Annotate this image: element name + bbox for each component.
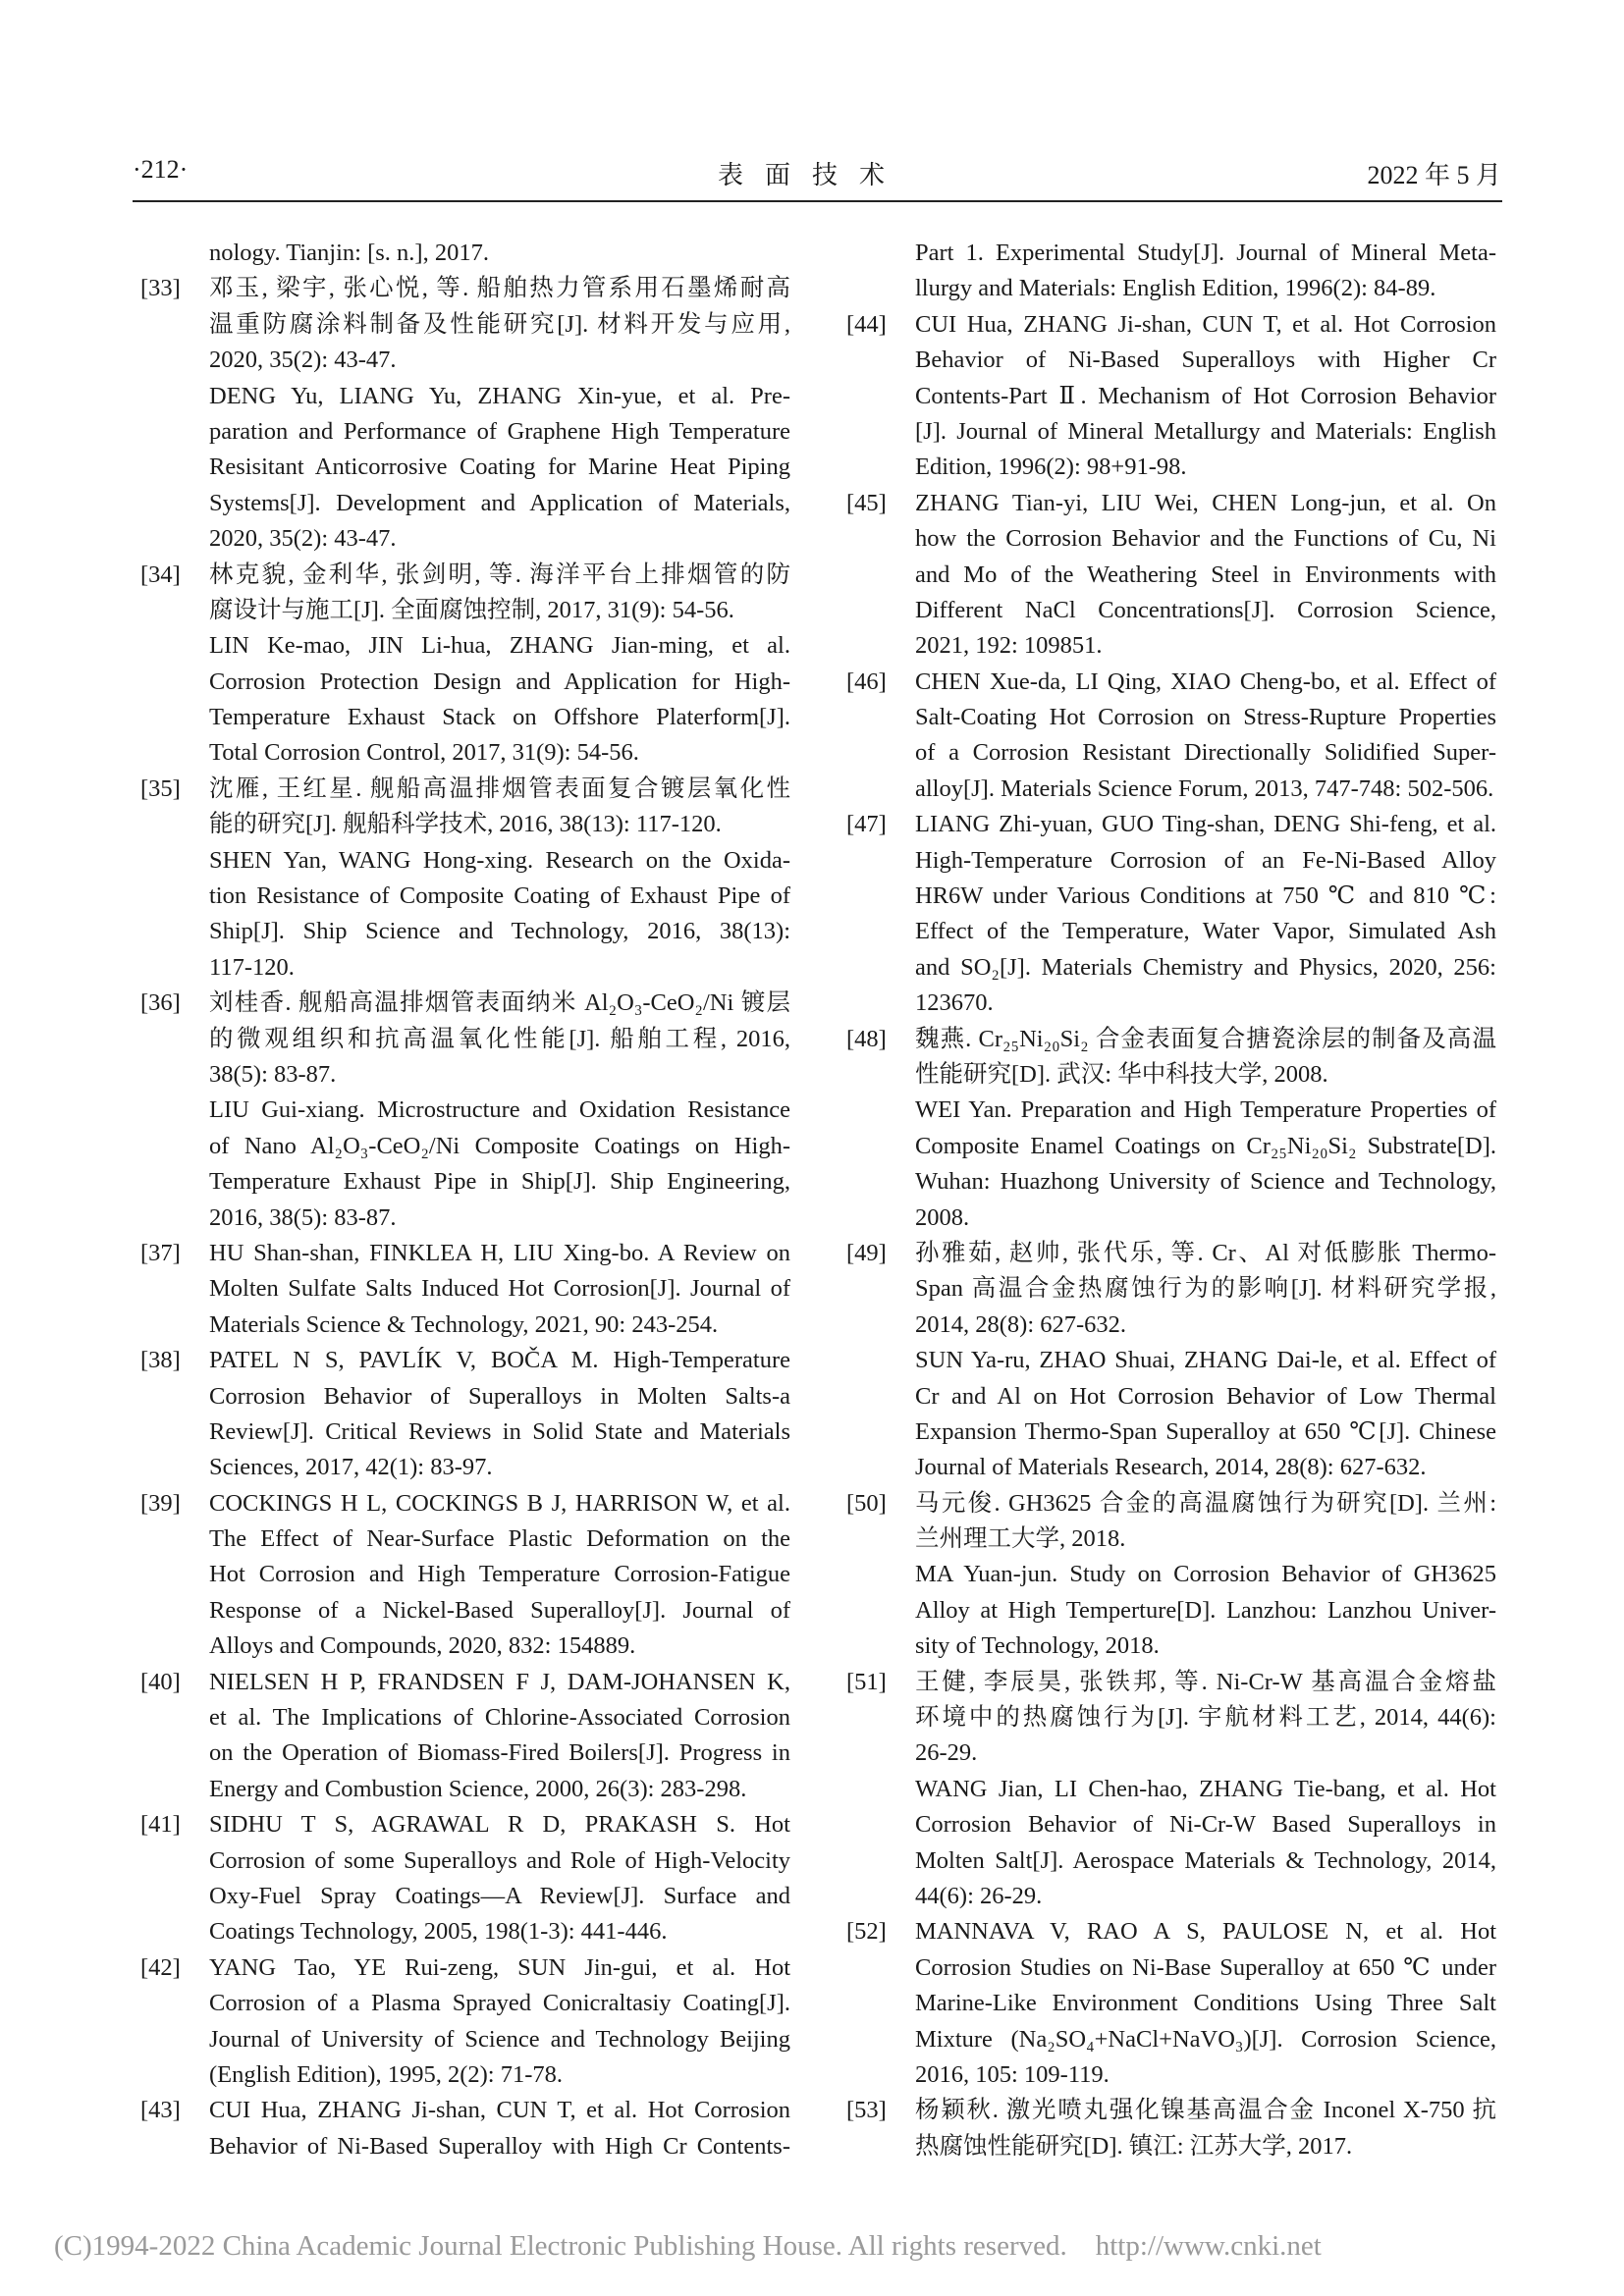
reference-text-line: Oxy-Fuel Spray Coatings—A Review[J]. Surface and	[209, 1882, 790, 1909]
reference-text-line: Corrosion Behavior of Ni-Cr-W Based Superalloys in	[915, 1811, 1496, 1839]
reference-text-line: 的微观组织和抗高温氧化性能[J]. 船舶工程, 2016,	[209, 1025, 790, 1052]
reference-text-line: Marine-Like Environment Conditions Using Three Salt	[915, 1990, 1496, 2017]
reference-text-line: LIN Ke-mao, JIN Li-hua, ZHANG Jian-ming, et al.	[209, 632, 790, 660]
reference-text-line: nology. Tianjin: [s. n.], 2017.	[209, 240, 489, 266]
reference-text-line: 2016, 38(5): 83-87.	[209, 1203, 397, 1231]
reference-text-line: Molten Salt[J]. Aerospace Materials & Technology, 2014,	[915, 1846, 1496, 1874]
reference-text-line: Composite Enamel Coatings on Cr₂₅Ni₂₀Si₂ Substrate[D].	[915, 1132, 1496, 1159]
reference-number: [36]	[140, 989, 181, 1017]
reference-text-line: 刘桂香. 舰船高温排烟管表面纳米 Al₂O₃-CeO₂/Ni 镀层	[209, 989, 790, 1017]
reference-text-line: Response of a Nickel-Based Superalloy[J]. Journal of	[209, 1596, 790, 1624]
reference-text-line: 林克貌, 金利华, 张剑明, 等. 海洋平台上排烟管的防	[209, 561, 790, 588]
reference-entry	[846, 2093, 1496, 2164]
reference-number: [47]	[846, 811, 887, 838]
reference-text-line: Total Corrosion Control, 2017, 31(9): 54-56.	[209, 739, 639, 767]
reference-text-line: WANG Jian, LI Chen-hao, ZHANG Tie-bang, et al. Hot	[915, 1775, 1496, 1802]
reference-text-line: [J]. Journal of Mineral Metallurgy and Materials: English	[915, 417, 1496, 445]
header-rule	[133, 200, 1502, 202]
reference-text-line: COCKINGS H L, COCKINGS B J, HARRISON W, et al.	[209, 1489, 790, 1517]
reference-text-line: sity of Technology, 2018.	[915, 1632, 1160, 1660]
reference-number: [44]	[846, 310, 887, 338]
reference-text-line: 2016, 105: 109-119.	[915, 2060, 1110, 2088]
reference-text-line: Temperature Exhaust Stack on Offshore Platerform[J].	[209, 704, 790, 731]
reference-entry	[846, 307, 1496, 486]
reference-text-line: Corrosion Studies on Ni-Base Superalloy at 650 ℃ under	[915, 1953, 1496, 1981]
reference-text-line: 环境中的热腐蚀行为[J]. 宇航材料工艺, 2014, 44(6):	[915, 1704, 1496, 1732]
reference-text-line: 邓玉, 梁宇, 张心悦, 等. 船舶热力管系用石墨烯耐高	[209, 275, 790, 302]
reference-text-line: MANNAVA V, RAO A S, PAULOSE N, et al. Hot	[915, 1918, 1496, 1946]
reference-entry	[140, 772, 790, 986]
reference-text-line: 沈雁, 王红星. 舰船高温排烟管表面复合镀层氧化性	[209, 774, 790, 802]
reference-text-line: CUI Hua, ZHANG Ji-shan, CUN T, et al. Hot Corrosion	[209, 2097, 790, 2124]
reference-text-line: 44(6): 26-29.	[915, 1882, 1043, 1909]
reference-entry	[846, 807, 1496, 1021]
reference-text-line: alloy[J]. Materials Science Forum, 2013, 747-748: 502-506.	[915, 774, 1494, 802]
reference-number: [42]	[140, 1953, 181, 1981]
reference-number: [53]	[846, 2097, 887, 2124]
reference-text-line: and SO₂[J]. Materials Chemistry and Physics, 2020, 256:	[915, 953, 1496, 981]
reference-entry	[846, 1236, 1496, 1486]
reference-entry	[140, 1665, 790, 1808]
footer-url: http://www.cnki.net	[1095, 2230, 1322, 2262]
reference-text-line: Sciences, 2017, 42(1): 83-97.	[209, 1454, 493, 1481]
reference-text-line: 孙雅茹, 赵帅, 张代乐, 等. Cr、Al 对低膨胀 Thermo-	[915, 1239, 1496, 1266]
reference-text-line: 123670.	[915, 989, 994, 1017]
reference-number: [50]	[846, 1489, 887, 1517]
reference-text-line: Materials Science & Technology, 2021, 90: 243-254.	[209, 1310, 719, 1338]
reference-text-line: 38(5): 83-87.	[209, 1060, 337, 1088]
reference-text-line: Hot Corrosion and High Temperature Corrosion-Fatigue	[209, 1561, 790, 1588]
page-number: ·212·	[133, 155, 189, 184]
reference-entry	[140, 986, 790, 1236]
reference-number: [51]	[846, 1668, 887, 1695]
reference-number: [49]	[846, 1239, 887, 1266]
reference-entry	[140, 558, 790, 772]
reference-text-line: llurgy and Materials: English Edition, 1996(2): 84-89.	[915, 275, 1436, 302]
reference-text-line: 热腐蚀性能研究[D]. 镇江: 江苏大学, 2017.	[915, 2132, 1353, 2160]
reference-text-line: Behavior of Ni-Based Superalloy with High Cr Contents-	[209, 2132, 790, 2160]
reference-text-line: (English Edition), 1995, 2(2): 71-78.	[209, 2060, 563, 2088]
reference-number: [33]	[140, 275, 181, 302]
reference-text-line: 能的研究[J]. 舰船科学技术, 2016, 38(13): 117-120.	[209, 811, 722, 838]
reference-text-line: Different NaCl Concentrations[J]. Corrosion Science,	[915, 596, 1496, 623]
reference-number: [43]	[140, 2097, 181, 2124]
reference-text-line: LIU Gui-xiang. Microstructure and Oxidation Resistance	[209, 1096, 790, 1124]
reference-entry	[846, 486, 1496, 665]
reference-text-line: of Nano Al₂O₃-CeO₂/Ni Composite Coatings on High-	[209, 1132, 790, 1159]
issue-date: 2022 年 5 月	[1367, 161, 1501, 189]
reference-text-line: 腐设计与施工[J]. 全面腐蚀控制, 2017, 31(9): 54-56.	[209, 596, 734, 623]
reference-entry	[846, 1665, 1496, 1915]
reference-number: [35]	[140, 774, 181, 802]
reference-text-line: Mixture (Na₂SO₄+NaCl+NaVO₃)[J]. Corrosion Science,	[915, 2025, 1496, 2053]
reference-text-line: Salt-Coating Hot Corrosion on Stress-Rupture Properties	[915, 704, 1496, 731]
reference-text-line: 2008.	[915, 1203, 970, 1231]
reference-text-line: Alloy at High Temperture[D]. Lanzhou: Lanzhou Univer-	[915, 1596, 1496, 1624]
reference-text-line: MA Yuan-jun. Study on Corrosion Behavior of GH3625	[915, 1561, 1496, 1588]
reference-column-left	[140, 236, 790, 2164]
reference-text-line: Temperature Exhaust Pipe in Ship[J]. Ship Engineering,	[209, 1168, 790, 1196]
reference-text-line: 马元俊. GH3625 合金的高温腐蚀行为研究[D]. 兰州:	[915, 1489, 1496, 1517]
reference-text-line: et al. The Implications of Chlorine-Associated Corrosion	[209, 1704, 790, 1732]
reference-text-line: DENG Yu, LIANG Yu, ZHANG Xin-yue, et al. Pre-	[209, 382, 790, 409]
reference-continuation	[846, 236, 1496, 307]
reference-text-line: LIANG Zhi-yuan, GUO Ting-shan, DENG Shi-feng, et al.	[915, 811, 1496, 838]
copyright-text: (C)1994-2022 China Academic Journal Electronic Publishing House. All rights reserved.	[54, 2230, 1067, 2262]
reference-entry	[140, 1343, 790, 1486]
reference-text-line: Span 高温合金热腐蚀行为的影响[J]. 材料研究学报,	[915, 1275, 1496, 1303]
reference-entry	[140, 2093, 790, 2164]
reference-text-line: how the Corrosion Behavior and the Functions of Cu, Ni	[915, 525, 1496, 553]
reference-entry	[140, 1236, 790, 1343]
reference-entry	[140, 1950, 790, 2094]
reference-text-line: 温重防腐涂料制备及性能研究[J]. 材料开发与应用,	[209, 310, 790, 338]
reference-number: [34]	[140, 561, 181, 588]
reference-text-line: NIELSEN H P, FRANDSEN F J, DAM-JOHANSEN K,	[209, 1668, 790, 1695]
reference-text-line: Molten Sulfate Salts Induced Hot Corrosion[J]. Journal of	[209, 1275, 790, 1303]
footer-watermark	[54, 2230, 1322, 2263]
reference-text-line: Alloys and Compounds, 2020, 832: 154889.	[209, 1632, 636, 1660]
reference-text-line: ZHANG Tian-yi, LIU Wei, CHEN Long-jun, et al. On	[915, 489, 1496, 516]
reference-text-line: Ship[J]. Ship Science and Technology, 2016, 38(13):	[209, 918, 790, 945]
reference-text-line: 魏燕. Cr₂₅Ni₂₀Si₂ 合金表面复合搪瓷涂层的制备及高温	[915, 1025, 1496, 1052]
reference-text-line: CUI Hua, ZHANG Ji-shan, CUN T, et al. Hot Corrosion	[915, 310, 1496, 338]
reference-text-line: Coatings Technology, 2005, 198(1-3): 441-446.	[209, 1918, 668, 1946]
reference-column-right	[846, 236, 1496, 2164]
reference-number: [46]	[846, 667, 887, 695]
reference-number: [41]	[140, 1811, 181, 1839]
reference-text-line: paration and Performance of Graphene High Temperature	[209, 417, 790, 445]
reference-text-line: 2020, 35(2): 43-47.	[209, 347, 397, 374]
reference-text-line: 2014, 28(8): 627-632.	[915, 1310, 1127, 1338]
reference-text-line: Contents-Part Ⅱ. Mechanism of Hot Corrosion Behavior	[915, 382, 1496, 409]
reference-text-line: Journal of University of Science and Technology Beijing	[209, 2025, 790, 2053]
reference-text-line: CHEN Xue-da, LI Qing, XIAO Cheng-bo, et al. Effect of	[915, 667, 1496, 695]
reference-text-line: Edition, 1996(2): 98+91-98.	[915, 454, 1187, 481]
reference-text-line: tion Resistance of Composite Coating of Exhaust Pipe of	[209, 882, 790, 910]
reference-text-line: on the Operation of Biomass-Fired Boilers[J]. Progress in	[209, 1739, 790, 1767]
reference-text-line: High-Temperature Corrosion of an Fe-Ni-Based Alloy	[915, 846, 1496, 874]
reference-text-line: Cr and Al on Hot Corrosion Behavior of Low Thermal	[915, 1382, 1496, 1410]
reference-text-line: 2020, 35(2): 43-47.	[209, 525, 397, 553]
reference-entry	[140, 1486, 790, 1665]
reference-text-line: 兰州理工大学, 2018.	[915, 1525, 1126, 1553]
reference-text-line: Expansion Thermo-Span Superalloy at 650 ℃[J]. Chinese	[915, 1417, 1496, 1445]
reference-text-line: WEI Yan. Preparation and High Temperature Properties of	[915, 1096, 1496, 1124]
reference-text-line: Corrosion Protection Design and Application for High-	[209, 667, 790, 695]
reference-entry	[140, 1807, 790, 1950]
reference-text-line: HR6W under Various Conditions at 750 ℃ and 810 ℃:	[915, 882, 1496, 910]
reference-text-line: PATEL N S, PAVLÍK V, BOČA M. High-Temperature	[209, 1347, 790, 1374]
reference-text-line: 性能研究[D]. 武汉: 华中科技大学, 2008.	[915, 1060, 1328, 1088]
reference-text-line: HU Shan-shan, FINKLEA H, LIU Xing-bo. A Review on	[209, 1239, 790, 1266]
reference-number: [40]	[140, 1668, 181, 1695]
reference-entry	[140, 271, 790, 557]
reference-text-line: 117-120.	[209, 953, 295, 981]
reference-text-line: YANG Tao, YE Rui-zeng, SUN Jin-gui, et al. Hot	[209, 1953, 790, 1981]
reference-text-line: of a Corrosion Resistant Directionally Solidified Super-	[915, 739, 1496, 767]
reference-number: [52]	[846, 1918, 887, 1946]
reference-text-line: and Mo of the Weathering Steel in Environments with	[915, 561, 1496, 588]
reference-entry	[846, 665, 1496, 808]
reference-text-line: The Effect of Near-Surface Plastic Deformation on the	[209, 1525, 790, 1553]
reference-text-line: Corrosion Behavior of Superalloys in Molten Salts-a	[209, 1382, 790, 1410]
reference-text-line: Systems[J]. Development and Application of Materials,	[209, 489, 790, 516]
reference-number: [48]	[846, 1025, 887, 1052]
reference-entry	[846, 1486, 1496, 1665]
reference-text-line: Effect of the Temperature, Water Vapor, Simulated Ash	[915, 918, 1496, 945]
reference-continuation	[140, 236, 790, 271]
reference-text-line: Energy and Combustion Science, 2000, 26(3): 283-298.	[209, 1775, 747, 1802]
reference-text-line: 26-29.	[915, 1739, 978, 1767]
reference-text-line: SUN Ya-ru, ZHAO Shuai, ZHANG Dai-le, et al. Effect of	[915, 1347, 1496, 1374]
reference-text-line: 2021, 192: 109851.	[915, 632, 1103, 660]
reference-entry	[846, 1022, 1496, 1236]
reference-text-line: Journal of Materials Research, 2014, 28(8): 627-632.	[915, 1454, 1427, 1481]
reference-text-line: Behavior of Ni-Based Superalloys with Higher Cr	[915, 347, 1496, 374]
reference-text-line: SHEN Yan, WANG Hong-xing. Research on the Oxida-	[209, 846, 790, 874]
reference-text-line: Resisitant Anticorrosive Coating for Marine Heat Piping	[209, 454, 790, 481]
reference-text-line: SIDHU T S, AGRAWAL R D, PRAKASH S. Hot	[209, 1811, 790, 1839]
reference-text-line: Review[J]. Critical Reviews in Solid State and Materials	[209, 1417, 790, 1445]
reference-text-line: 王健, 李辰昊, 张铁邦, 等. Ni-Cr-W 基高温合金熔盐	[915, 1668, 1496, 1695]
journal-title: 表面技术	[717, 161, 906, 189]
reference-number: [37]	[140, 1239, 181, 1266]
reference-text-line: 杨颖秋. 激光喷丸强化镍基高温合金 Inconel X-750 抗	[915, 2097, 1496, 2124]
reference-entry	[846, 1914, 1496, 2093]
reference-number: [38]	[140, 1347, 181, 1374]
reference-text-line: Part 1. Experimental Study[J]. Journal of Mineral Meta-	[915, 240, 1496, 266]
reference-text-line: Corrosion of some Superalloys and Role of High-Velocity	[209, 1846, 790, 1874]
reference-number: [39]	[140, 1489, 181, 1517]
reference-text-line: Corrosion of a Plasma Sprayed Conicraltasiy Coating[J].	[209, 1990, 790, 2017]
reference-number: [45]	[846, 489, 887, 516]
reference-text-line: Wuhan: Huazhong University of Science and Technology,	[915, 1168, 1496, 1196]
